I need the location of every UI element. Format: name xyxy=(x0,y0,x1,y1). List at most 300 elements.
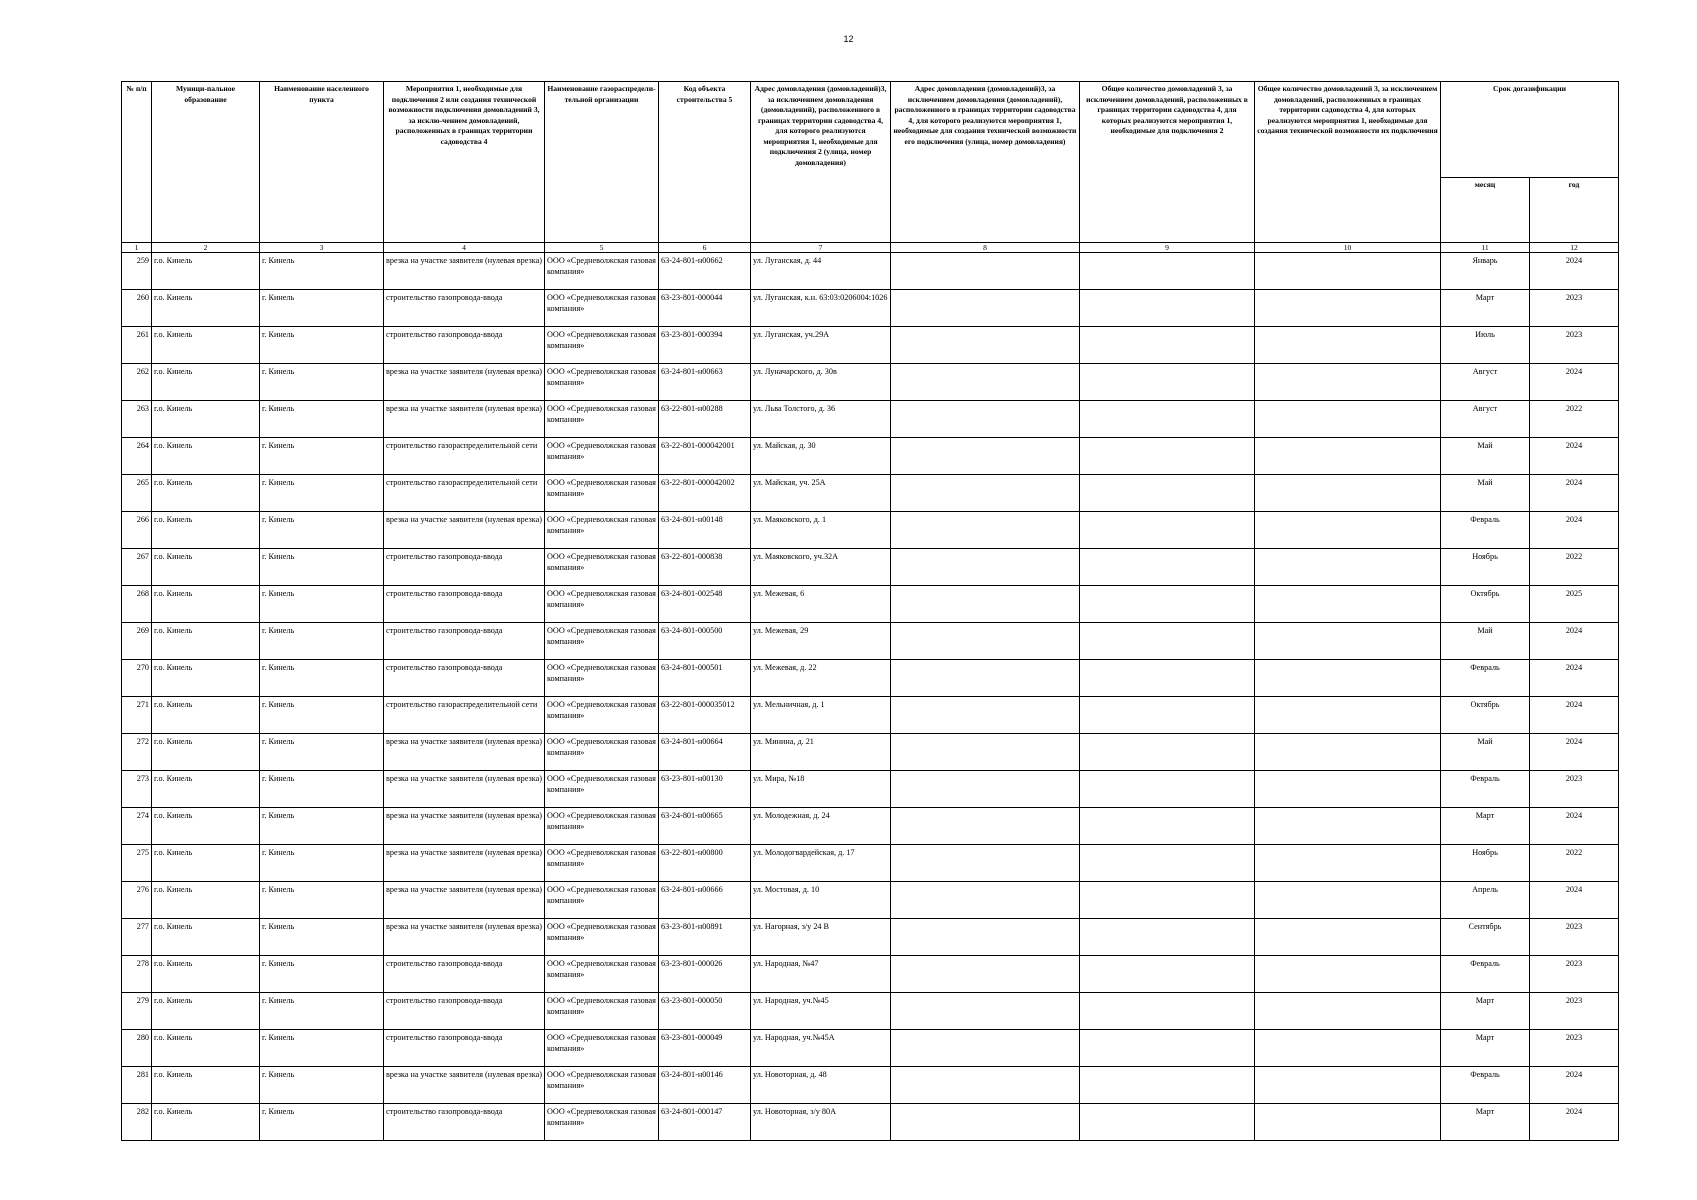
month-cell: Март xyxy=(1441,290,1530,327)
month-cell: Ноябрь xyxy=(1441,549,1530,586)
address-tech-cell xyxy=(891,993,1080,1030)
address-cell: ул. Межевая, д. 22 xyxy=(751,660,891,697)
settlement-cell: г. Кинель xyxy=(260,808,384,845)
row-number: 263 xyxy=(122,401,152,438)
count-tech-cell xyxy=(1255,549,1441,586)
count-tech-cell xyxy=(1255,845,1441,882)
settlement-cell: г. Кинель xyxy=(260,771,384,808)
count-tech-cell xyxy=(1255,697,1441,734)
count-connection-cell xyxy=(1080,1104,1255,1141)
table-row xyxy=(122,734,1619,771)
address-tech-cell xyxy=(891,771,1080,808)
year-cell: 2024 xyxy=(1530,660,1619,697)
table-row xyxy=(122,586,1619,623)
count-tech-cell xyxy=(1255,956,1441,993)
activity-cell: врезка на участке заявителя (нулевая врезка) xyxy=(384,1067,545,1104)
activity-cell: строительство газопровода-ввода xyxy=(384,549,545,586)
organization-cell: ООО «Средневолжская газовая компания» xyxy=(545,623,659,660)
activity-cell: врезка на участке заявителя (нулевая врезка) xyxy=(384,882,545,919)
count-tech-cell xyxy=(1255,586,1441,623)
object-code-cell: 63-24-801-н00664 xyxy=(659,734,751,771)
object-code-cell: 63-24-801-000501 xyxy=(659,660,751,697)
object-code-cell: 63-22-801-000042002 xyxy=(659,475,751,512)
address-tech-cell xyxy=(891,475,1080,512)
object-code-cell: 63-23-801-000049 xyxy=(659,1030,751,1067)
count-tech-cell xyxy=(1255,290,1441,327)
address-cell: ул. Мостовая, д. 10 xyxy=(751,882,891,919)
object-code-cell: 63-24-801-н00665 xyxy=(659,808,751,845)
row-number: 264 xyxy=(122,438,152,475)
year-cell: 2023 xyxy=(1530,327,1619,364)
year-cell: 2023 xyxy=(1530,771,1619,808)
month-cell: Октябрь xyxy=(1441,586,1530,623)
address-cell: ул. Луганская, к.н. 63:03:0206004:1026 xyxy=(751,290,891,327)
table-row xyxy=(122,771,1619,808)
address-cell: ул. Льва Толстого, д. 36 xyxy=(751,401,891,438)
address-tech-cell xyxy=(891,512,1080,549)
organization-cell: ООО «Средневолжская газовая компания» xyxy=(545,401,659,438)
column-number: 6 xyxy=(659,243,751,253)
municipality-cell: г.о. Кинель xyxy=(152,364,260,401)
organization-cell: ООО «Средневолжская газовая компания» xyxy=(545,475,659,512)
table-row xyxy=(122,512,1619,549)
settlement-cell: г. Кинель xyxy=(260,253,384,290)
address-tech-cell xyxy=(891,290,1080,327)
row-number: 278 xyxy=(122,956,152,993)
municipality-cell: г.о. Кинель xyxy=(152,845,260,882)
settlement-cell: г. Кинель xyxy=(260,956,384,993)
address-cell: ул. Луганская, уч.29А xyxy=(751,327,891,364)
month-cell: Сентябрь xyxy=(1441,919,1530,956)
header-address-tech: Адрес домовладения (домовладений)3, за исключением домовладения (домовладений), расположенного в границах территории садоводства 4, для которого реализуются мероприятия 1, необходимые для создания технической возможности его подключения (улица, номер домовладения) xyxy=(891,82,1080,243)
activity-cell: строительство газопровода-ввода xyxy=(384,956,545,993)
activity-cell: врезка на участке заявителя (нулевая врезка) xyxy=(384,364,545,401)
year-cell: 2024 xyxy=(1530,697,1619,734)
year-cell: 2022 xyxy=(1530,845,1619,882)
activity-cell: строительство газораспределительной сети xyxy=(384,438,545,475)
header-count-tech: Общее количество домовладений 3, за исключением домовладений, расположенных в границах территории садоводства 4, для которых реализуются мероприятия 1, необходимые для создания технической возможности их подключения xyxy=(1255,82,1441,243)
header-month: месяц xyxy=(1441,177,1530,242)
row-number: 275 xyxy=(122,845,152,882)
address-cell: ул. Майская, д. 30 xyxy=(751,438,891,475)
month-cell: Февраль xyxy=(1441,956,1530,993)
organization-cell: ООО «Средневолжская газовая компания» xyxy=(545,919,659,956)
activity-cell: строительство газопровода-ввода xyxy=(384,660,545,697)
organization-cell: ООО «Средневолжская газовая компания» xyxy=(545,882,659,919)
count-connection-cell xyxy=(1080,364,1255,401)
organization-cell: ООО «Средневолжская газовая компания» xyxy=(545,549,659,586)
count-tech-cell xyxy=(1255,808,1441,845)
object-code-cell: 63-22-801-н00800 xyxy=(659,845,751,882)
activity-cell: строительство газопровода-ввода xyxy=(384,290,545,327)
count-connection-cell xyxy=(1080,919,1255,956)
address-tech-cell xyxy=(891,697,1080,734)
header-deadline: Срок догазификации xyxy=(1441,82,1619,178)
row-number: 269 xyxy=(122,623,152,660)
object-code-cell: 63-22-801-н00288 xyxy=(659,401,751,438)
row-number: 279 xyxy=(122,993,152,1030)
row-number: 273 xyxy=(122,771,152,808)
municipality-cell: г.о. Кинель xyxy=(152,771,260,808)
count-connection-cell xyxy=(1080,660,1255,697)
header-year: год xyxy=(1530,177,1619,242)
municipality-cell: г.о. Кинель xyxy=(152,290,260,327)
activity-cell: строительство газораспределительной сети xyxy=(384,475,545,512)
address-cell: ул. Новоторная, з/у 80А xyxy=(751,1104,891,1141)
table-row xyxy=(122,401,1619,438)
count-connection-cell xyxy=(1080,327,1255,364)
column-number: 4 xyxy=(384,243,545,253)
municipality-cell: г.о. Кинель xyxy=(152,401,260,438)
year-cell: 2024 xyxy=(1530,808,1619,845)
organization-cell: ООО «Средневолжская газовая компания» xyxy=(545,290,659,327)
organization-cell: ООО «Средневолжская газовая компания» xyxy=(545,512,659,549)
settlement-cell: г. Кинель xyxy=(260,1067,384,1104)
object-code-cell: 63-23-801-н00891 xyxy=(659,919,751,956)
column-number: 3 xyxy=(260,243,384,253)
municipality-cell: г.о. Кинель xyxy=(152,697,260,734)
municipality-cell: г.о. Кинель xyxy=(152,882,260,919)
organization-cell: ООО «Средневолжская газовая компания» xyxy=(545,1067,659,1104)
settlement-cell: г. Кинель xyxy=(260,993,384,1030)
settlement-cell: г. Кинель xyxy=(260,512,384,549)
table-row xyxy=(122,438,1619,475)
row-number: 265 xyxy=(122,475,152,512)
address-tech-cell xyxy=(891,438,1080,475)
row-number: 270 xyxy=(122,660,152,697)
organization-cell: ООО «Средневолжская газовая компания» xyxy=(545,808,659,845)
count-tech-cell xyxy=(1255,327,1441,364)
table-row xyxy=(122,993,1619,1030)
count-connection-cell xyxy=(1080,549,1255,586)
settlement-cell: г. Кинель xyxy=(260,1030,384,1067)
object-code-cell: 63-23-801-000050 xyxy=(659,993,751,1030)
object-code-cell: 63-22-801-000838 xyxy=(659,549,751,586)
row-number: 281 xyxy=(122,1067,152,1104)
column-number: 1 xyxy=(122,243,152,253)
object-code-cell: 63-24-801-002548 xyxy=(659,586,751,623)
object-code-cell: 63-23-801-000026 xyxy=(659,956,751,993)
header-organization: Наименование газораспредели-тельной организации xyxy=(545,82,659,243)
month-cell: Июль xyxy=(1441,327,1530,364)
table-row xyxy=(122,845,1619,882)
row-number: 276 xyxy=(122,882,152,919)
address-cell: ул. Маяковского, д. 1 xyxy=(751,512,891,549)
row-number: 266 xyxy=(122,512,152,549)
row-number: 271 xyxy=(122,697,152,734)
organization-cell: ООО «Средневолжская газовая компания» xyxy=(545,993,659,1030)
month-cell: Ноябрь xyxy=(1441,845,1530,882)
settlement-cell: г. Кинель xyxy=(260,327,384,364)
object-code-cell: 63-23-801-000394 xyxy=(659,327,751,364)
organization-cell: ООО «Средневолжская газовая компания» xyxy=(545,438,659,475)
address-cell: ул. Майская, уч. 25А xyxy=(751,475,891,512)
month-cell: Март xyxy=(1441,1104,1530,1141)
settlement-cell: г. Кинель xyxy=(260,623,384,660)
municipality-cell: г.о. Кинель xyxy=(152,1067,260,1104)
page-number: 12 xyxy=(843,34,854,44)
count-connection-cell xyxy=(1080,438,1255,475)
count-tech-cell xyxy=(1255,401,1441,438)
year-cell: 2025 xyxy=(1530,586,1619,623)
municipality-cell: г.о. Кинель xyxy=(152,512,260,549)
municipality-cell: г.о. Кинель xyxy=(152,956,260,993)
activity-cell: врезка на участке заявителя (нулевая врезка) xyxy=(384,512,545,549)
object-code-cell: 63-24-801-н00662 xyxy=(659,253,751,290)
address-cell: ул. Народная, №47 xyxy=(751,956,891,993)
table-row xyxy=(122,1104,1619,1141)
municipality-cell: г.о. Кинель xyxy=(152,623,260,660)
year-cell: 2024 xyxy=(1530,253,1619,290)
year-cell: 2024 xyxy=(1530,438,1619,475)
municipality-cell: г.о. Кинель xyxy=(152,1104,260,1141)
year-cell: 2023 xyxy=(1530,993,1619,1030)
municipality-cell: г.о. Кинель xyxy=(152,586,260,623)
address-cell: ул. Молодежная, д. 24 xyxy=(751,808,891,845)
row-number: 282 xyxy=(122,1104,152,1141)
year-cell: 2022 xyxy=(1530,401,1619,438)
row-number: 272 xyxy=(122,734,152,771)
count-tech-cell xyxy=(1255,364,1441,401)
month-cell: Октябрь xyxy=(1441,697,1530,734)
address-tech-cell xyxy=(891,734,1080,771)
year-cell: 2024 xyxy=(1530,882,1619,919)
organization-cell: ООО «Средневолжская газовая компания» xyxy=(545,253,659,290)
table-row xyxy=(122,623,1619,660)
activity-cell: врезка на участке заявителя (нулевая врезка) xyxy=(384,401,545,438)
count-tech-cell xyxy=(1255,1030,1441,1067)
count-tech-cell xyxy=(1255,993,1441,1030)
year-cell: 2024 xyxy=(1530,1104,1619,1141)
address-tech-cell xyxy=(891,401,1080,438)
settlement-cell: г. Кинель xyxy=(260,401,384,438)
count-tech-cell xyxy=(1255,512,1441,549)
table-row xyxy=(122,327,1619,364)
count-connection-cell xyxy=(1080,993,1255,1030)
organization-cell: ООО «Средневолжская газовая компания» xyxy=(545,771,659,808)
address-tech-cell xyxy=(891,253,1080,290)
row-number: 277 xyxy=(122,919,152,956)
count-tech-cell xyxy=(1255,882,1441,919)
municipality-cell: г.о. Кинель xyxy=(152,1030,260,1067)
address-cell: ул. Луганская, д. 44 xyxy=(751,253,891,290)
object-code-cell: 63-24-801-н00146 xyxy=(659,1067,751,1104)
count-connection-cell xyxy=(1080,1030,1255,1067)
year-cell: 2024 xyxy=(1530,364,1619,401)
header-activities: Мероприятия 1, необходимые для подключения 2 или создания технической возможности подключения домовладений 3, за исклю-чением домовладений, расположенных в границах территории садоводства 4 xyxy=(384,82,545,243)
settlement-cell: г. Кинель xyxy=(260,438,384,475)
municipality-cell: г.о. Кинель xyxy=(152,993,260,1030)
table-row xyxy=(122,919,1619,956)
row-number: 261 xyxy=(122,327,152,364)
object-code-cell: 63-23-801-000044 xyxy=(659,290,751,327)
address-tech-cell xyxy=(891,327,1080,364)
month-cell: Апрель xyxy=(1441,882,1530,919)
count-connection-cell xyxy=(1080,734,1255,771)
gasification-table xyxy=(121,81,1619,1141)
object-code-cell: 63-24-801-000500 xyxy=(659,623,751,660)
table-row xyxy=(122,697,1619,734)
year-cell: 2024 xyxy=(1530,475,1619,512)
table-row xyxy=(122,364,1619,401)
activity-cell: врезка на участке заявителя (нулевая врезка) xyxy=(384,919,545,956)
municipality-cell: г.о. Кинель xyxy=(152,808,260,845)
count-connection-cell xyxy=(1080,253,1255,290)
address-tech-cell xyxy=(891,1030,1080,1067)
month-cell: Май xyxy=(1441,475,1530,512)
address-cell: ул. Межевая, 29 xyxy=(751,623,891,660)
count-connection-cell xyxy=(1080,475,1255,512)
header-settlement: Наименование населенного пункта xyxy=(260,82,384,243)
organization-cell: ООО «Средневолжская газовая компания» xyxy=(545,1030,659,1067)
table-body xyxy=(122,253,1619,1141)
month-cell: Август xyxy=(1441,401,1530,438)
table-row xyxy=(122,660,1619,697)
address-tech-cell xyxy=(891,808,1080,845)
month-cell: Май xyxy=(1441,734,1530,771)
address-cell: ул. Новоторная, д. 48 xyxy=(751,1067,891,1104)
count-connection-cell xyxy=(1080,401,1255,438)
month-cell: Март xyxy=(1441,1030,1530,1067)
settlement-cell: г. Кинель xyxy=(260,475,384,512)
address-cell: ул. Межевая, 6 xyxy=(751,586,891,623)
municipality-cell: г.о. Кинель xyxy=(152,438,260,475)
activity-cell: строительство газопровода-ввода xyxy=(384,1104,545,1141)
table-row xyxy=(122,808,1619,845)
settlement-cell: г. Кинель xyxy=(260,660,384,697)
count-tech-cell xyxy=(1255,660,1441,697)
settlement-cell: г. Кинель xyxy=(260,549,384,586)
organization-cell: ООО «Средневолжская газовая компания» xyxy=(545,364,659,401)
address-tech-cell xyxy=(891,1104,1080,1141)
address-tech-cell xyxy=(891,882,1080,919)
address-cell: ул. Минина, д. 21 xyxy=(751,734,891,771)
address-tech-cell xyxy=(891,1067,1080,1104)
address-cell: ул. Мельничная, д. 1 xyxy=(751,697,891,734)
activity-cell: строительство газораспределительной сети xyxy=(384,697,545,734)
count-connection-cell xyxy=(1080,623,1255,660)
municipality-cell: г.о. Кинель xyxy=(152,549,260,586)
count-tech-cell xyxy=(1255,771,1441,808)
address-tech-cell xyxy=(891,956,1080,993)
address-cell: ул. Нагорная, з/у 24 В xyxy=(751,919,891,956)
column-number-row xyxy=(122,243,1619,253)
table-row xyxy=(122,1030,1619,1067)
count-tech-cell xyxy=(1255,919,1441,956)
activity-cell: врезка на участке заявителя (нулевая врезка) xyxy=(384,808,545,845)
organization-cell: ООО «Средневолжская газовая компания» xyxy=(545,956,659,993)
activity-cell: строительство газопровода-ввода xyxy=(384,1030,545,1067)
month-cell: Март xyxy=(1441,993,1530,1030)
row-number: 262 xyxy=(122,364,152,401)
count-connection-cell xyxy=(1080,882,1255,919)
municipality-cell: г.о. Кинель xyxy=(152,919,260,956)
object-code-cell: 63-22-801-000042001 xyxy=(659,438,751,475)
header-object-code: Код объекта строительства 5 xyxy=(659,82,751,243)
count-connection-cell xyxy=(1080,512,1255,549)
object-code-cell: 63-24-801-н00148 xyxy=(659,512,751,549)
settlement-cell: г. Кинель xyxy=(260,919,384,956)
municipality-cell: г.о. Кинель xyxy=(152,475,260,512)
year-cell: 2023 xyxy=(1530,919,1619,956)
header-municipality: Муници-пальное образование xyxy=(152,82,260,243)
year-cell: 2023 xyxy=(1530,956,1619,993)
year-cell: 2022 xyxy=(1530,549,1619,586)
month-cell: Май xyxy=(1441,438,1530,475)
count-tech-cell xyxy=(1255,438,1441,475)
column-number: 9 xyxy=(1080,243,1255,253)
activity-cell: строительство газопровода-ввода xyxy=(384,586,545,623)
address-cell: ул. Молодогвардейская, д. 17 xyxy=(751,845,891,882)
column-number: 10 xyxy=(1255,243,1441,253)
column-number: 7 xyxy=(751,243,891,253)
year-cell: 2024 xyxy=(1530,512,1619,549)
municipality-cell: г.о. Кинель xyxy=(152,660,260,697)
address-cell: ул. Маяковского, уч.32А xyxy=(751,549,891,586)
address-cell: ул. Мира, №18 xyxy=(751,771,891,808)
object-code-cell: 63-24-801-н00663 xyxy=(659,364,751,401)
row-number: 268 xyxy=(122,586,152,623)
count-connection-cell xyxy=(1080,697,1255,734)
month-cell: Август xyxy=(1441,364,1530,401)
address-cell: ул. Народная, уч.№45 xyxy=(751,993,891,1030)
year-cell: 2023 xyxy=(1530,290,1619,327)
activity-cell: врезка на участке заявителя (нулевая врезка) xyxy=(384,734,545,771)
column-number: 2 xyxy=(152,243,260,253)
count-connection-cell xyxy=(1080,808,1255,845)
address-tech-cell xyxy=(891,845,1080,882)
activity-cell: врезка на участке заявителя (нулевая врезка) xyxy=(384,253,545,290)
address-tech-cell xyxy=(891,623,1080,660)
table-row xyxy=(122,549,1619,586)
organization-cell: ООО «Средневолжская газовая компания» xyxy=(545,697,659,734)
address-tech-cell xyxy=(891,586,1080,623)
settlement-cell: г. Кинель xyxy=(260,882,384,919)
row-number: 280 xyxy=(122,1030,152,1067)
settlement-cell: г. Кинель xyxy=(260,845,384,882)
header-row xyxy=(122,82,1619,178)
organization-cell: ООО «Средневолжская газовая компания» xyxy=(545,1104,659,1141)
year-cell: 2023 xyxy=(1530,1030,1619,1067)
activity-cell: строительство газопровода-ввода xyxy=(384,993,545,1030)
activity-cell: строительство газопровода-ввода xyxy=(384,327,545,364)
month-cell: Февраль xyxy=(1441,512,1530,549)
table-row xyxy=(122,475,1619,512)
activity-cell: врезка на участке заявителя (нулевая врезка) xyxy=(384,771,545,808)
month-cell: Февраль xyxy=(1441,1067,1530,1104)
month-cell: Январь xyxy=(1441,253,1530,290)
table-row xyxy=(122,1067,1619,1104)
year-cell: 2024 xyxy=(1530,734,1619,771)
count-connection-cell xyxy=(1080,290,1255,327)
table-row xyxy=(122,882,1619,919)
month-cell: Май xyxy=(1441,623,1530,660)
organization-cell: ООО «Средневолжская газовая компания» xyxy=(545,586,659,623)
address-cell: ул. Народная, уч.№45А xyxy=(751,1030,891,1067)
organization-cell: ООО «Средневолжская газовая компания» xyxy=(545,327,659,364)
row-number: 259 xyxy=(122,253,152,290)
header-address-connection: Адрес домовладения (домовладений)3, за исключением домовладения (домовладений), расположенного в границах территории садоводства 4, для которого реализуются мероприятия 1, необходимые для подключения 2 (улица, номер домовладения) xyxy=(751,82,891,243)
settlement-cell: г. Кинель xyxy=(260,1104,384,1141)
column-number: 11 xyxy=(1441,243,1530,253)
count-tech-cell xyxy=(1255,253,1441,290)
organization-cell: ООО «Средневолжская газовая компания» xyxy=(545,845,659,882)
address-cell: ул. Луначарского, д. 30в xyxy=(751,364,891,401)
municipality-cell: г.о. Кинель xyxy=(152,327,260,364)
column-number: 8 xyxy=(891,243,1080,253)
count-connection-cell xyxy=(1080,956,1255,993)
count-tech-cell xyxy=(1255,475,1441,512)
